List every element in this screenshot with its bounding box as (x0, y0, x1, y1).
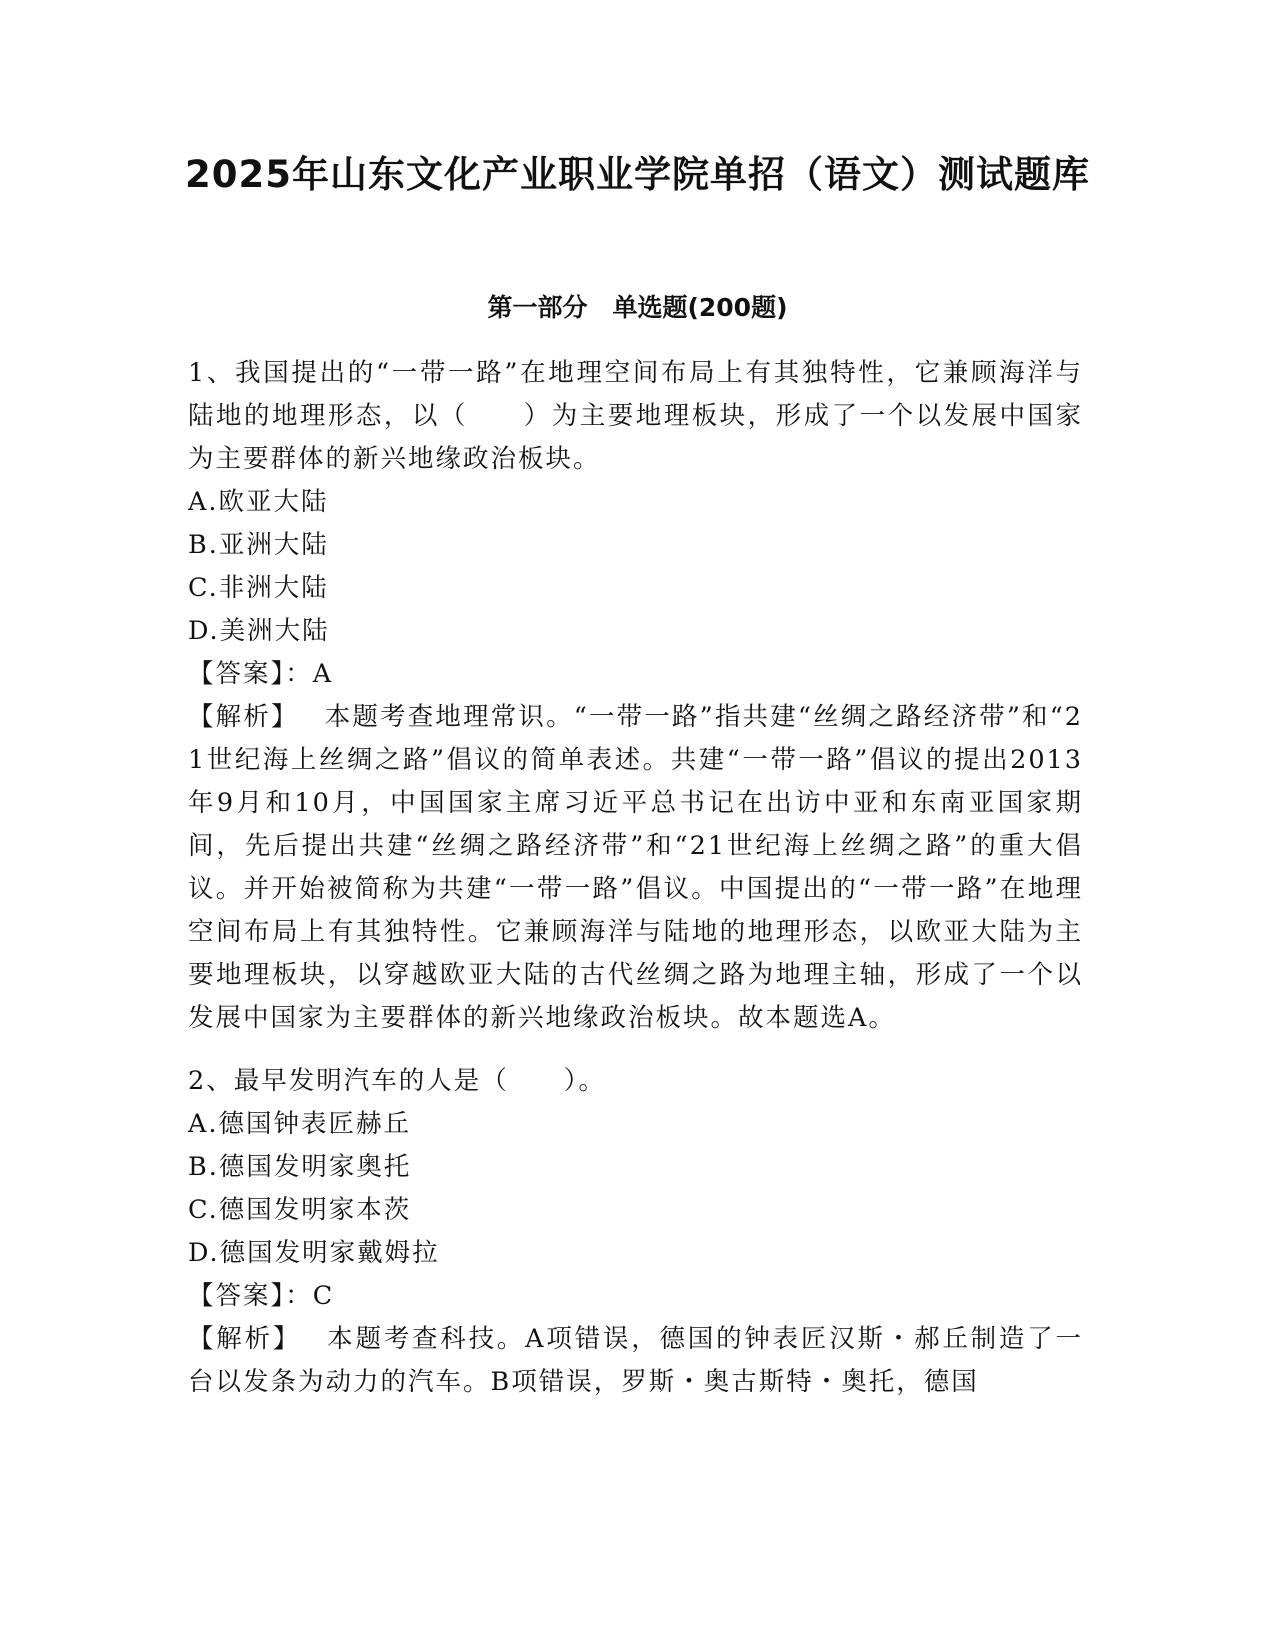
document-title: 2025年山东文化产业职业学院单招（语文）测试题库 (185, 153, 1090, 196)
option-d: D.美洲大陆 (188, 616, 330, 646)
answer-row (188, 1275, 1083, 1318)
option-b: B.亚洲大陆 (188, 530, 329, 560)
question-stem: 2、最早发明汽车的人是（ ）。 (188, 1066, 606, 1096)
answer-value: C (312, 1281, 335, 1311)
analysis-label: 【解析】 (188, 1324, 302, 1354)
analysis-paragraph (188, 1318, 1083, 1404)
spacer (188, 1040, 1083, 1060)
analysis-text: 本题考查科技。A项错误，德国的钟表匠汉斯・郝丘制造了一台以发条为动力的汽车。B项错误，罗斯・奥古斯特・奥托，德国 (188, 1324, 1083, 1397)
question-list (188, 352, 1083, 1404)
option-c: C.非洲大陆 (188, 573, 329, 603)
question-item (188, 1060, 1083, 1404)
analysis-text: 本题考查地理常识。“一带一路”指共建“丝绸之路经济带”和“21世纪海上丝绸之路”倡议的简单表述。共建“一带一路”倡议的提出2013年9月和10月，中国国家主席习近平总书记在出访中亚和东南亚国家期间，先后提出共建“丝绸之路经济带”和“21世纪海上丝绸之路”的重大倡议。并开始被简称为共建“一带一路”倡议。中国提出的“一带一路”在地理空间布局上有其独特性。它兼顾海洋与陆地的地理形态，以欧亚大陆为主要地理板块，以穿越欧亚大陆的古代丝绸之路为地理主轴，形成了一个以发展中国家为主要群体的新兴地缘政治板块。故本题选A。 (188, 702, 1083, 1033)
answer-label: 【答案】： (188, 1281, 313, 1311)
option-c: C.德国发明家本茨 (188, 1195, 412, 1225)
section-title: 第一部分 单选题(200题) (487, 293, 788, 322)
question-stem: 1、我国提出的“一带一路”在地理空间布局上有其独特性，它兼顾海洋与陆地的地理形态，以（ ）为主要地理板块，形成了一个以发展中国家为主要群体的新兴地缘政治板块。 (188, 358, 1083, 474)
answer-row (188, 653, 1083, 696)
option-a: A.德国钟表匠赫丘 (188, 1109, 412, 1139)
analysis-label: 【解析】 (188, 702, 299, 732)
option-b: B.德国发明家奥托 (188, 1152, 412, 1182)
option-d: D.德国发明家戴姆拉 (188, 1238, 440, 1268)
answer-label: 【答案】： (188, 659, 313, 689)
answer-value: A (312, 659, 334, 689)
analysis-paragraph (188, 696, 1083, 1040)
option-a: A.欧亚大陆 (188, 487, 329, 517)
question-item (188, 352, 1083, 1040)
